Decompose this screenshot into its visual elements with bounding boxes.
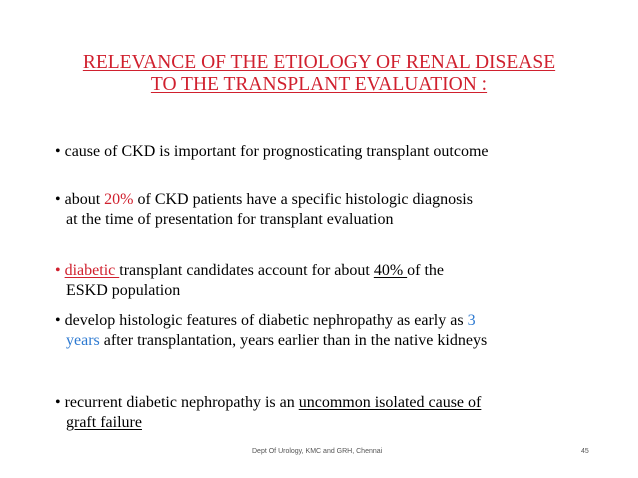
- page-number: 45: [581, 448, 589, 455]
- bullet-histologic-diagnosis: [55, 190, 615, 230]
- bullet-histologic-features: [55, 311, 615, 351]
- uncommon-cause-underlined: uncommon isolated cause of: [298, 394, 482, 411]
- slide-title: [40, 52, 598, 96]
- bullet-recurrent-nephropathy: [55, 393, 615, 433]
- bullet-cause-of-ckd: [55, 142, 615, 162]
- bullet-rest: after transplantation, years earlier than in the native kidneys: [99, 332, 488, 349]
- percent-20: 20%: [104, 191, 134, 208]
- bullet-text: • cause of CKD is important for prognosticating transplant outcome: [55, 143, 489, 160]
- bullet-rest: of CKD patients have a specific histologic diagnosis: [133, 191, 473, 208]
- title-line-1: RELEVANCE OF THE ETIOLOGY OF RENAL DISEASE: [82, 52, 556, 73]
- bullet-prefix: • about: [55, 191, 105, 208]
- bullet-continuation: ESKD population: [66, 282, 181, 299]
- years-word: years: [66, 332, 100, 349]
- bullet-mid: transplant candidates account for about: [119, 262, 374, 279]
- bullet-continuation: at the time of presentation for transplant evaluation: [66, 211, 394, 228]
- graft-failure-underlined: graft failure: [66, 414, 142, 431]
- footer-department: Dept Of Urology, KMC and GRH, Chennai: [252, 448, 383, 455]
- bullet-marker: •: [55, 262, 65, 279]
- bullet-diabetic-candidates: [55, 261, 615, 301]
- bullet-prefix: • develop histologic features of diabetic nephropathy as early as: [55, 312, 468, 329]
- bullet-rest: of the: [407, 262, 445, 279]
- bullet-prefix: • recurrent diabetic nephropathy is an: [55, 394, 299, 411]
- diabetic-highlight: diabetic: [64, 262, 120, 279]
- title-line-2: TO THE TRANSPLANT EVALUATION :: [150, 74, 488, 95]
- percent-40: 40%: [373, 262, 408, 279]
- years-number: 3: [467, 312, 476, 329]
